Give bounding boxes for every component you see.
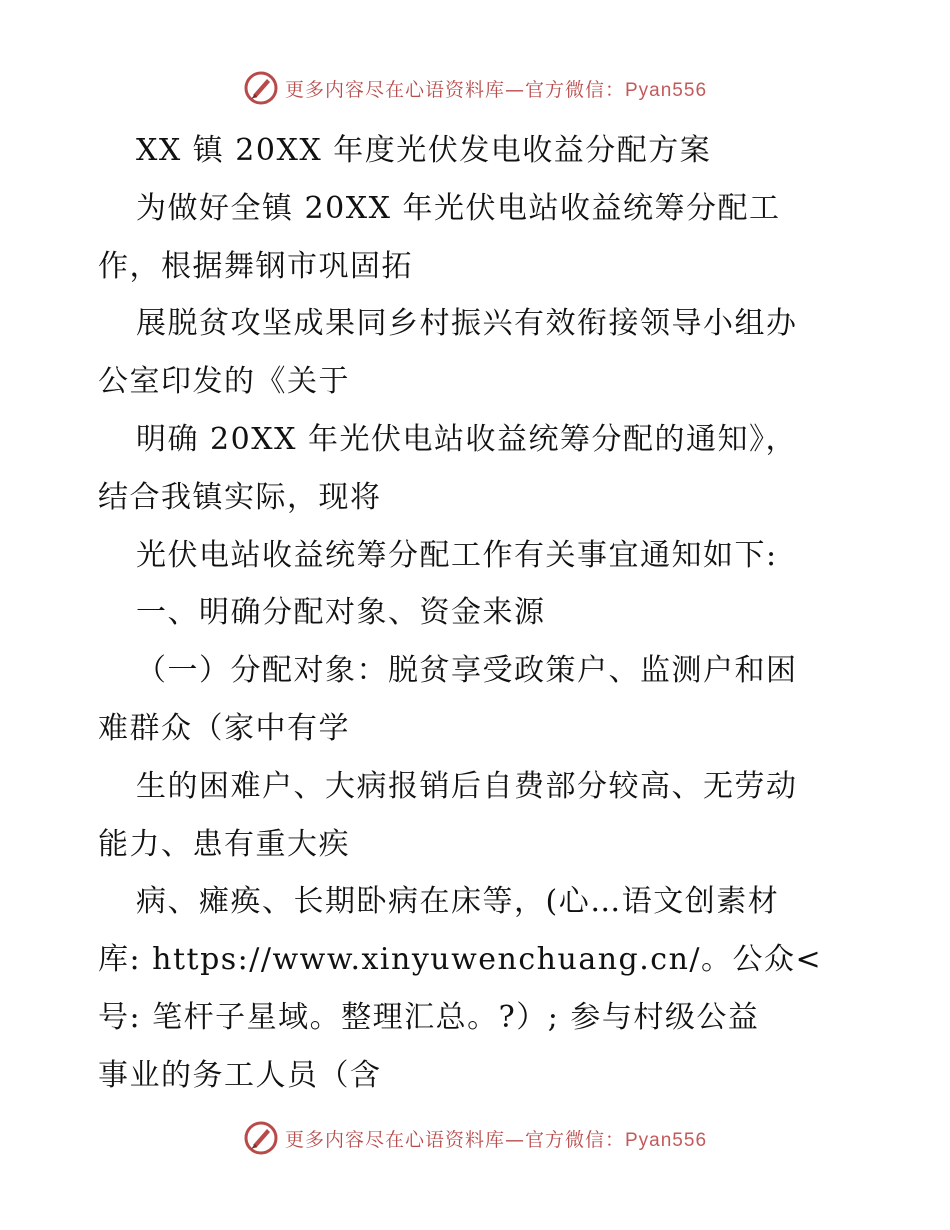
red-quill-logo-icon [243,70,279,106]
document-line: 展脱贫攻坚成果同乡村振兴有效衔接领导小组办 [136,306,798,342]
watermark-text: 更多内容尽在心语资料库—官方微信：Pyan556 [284,1128,708,1151]
document-line: 公室印发的《关于 [98,364,350,400]
document-line: 光伏电站收益统筹分配工作有关事宜通知如下: [136,537,778,573]
document-line: 明确 20XX 年光伏电站收益统筹分配的通知》， [136,421,797,457]
document-line: 结合我镇实际，现将 [98,479,382,515]
document-line: XX 镇 20XX 年度光伏发电收益分配方案 [136,133,712,168]
watermark-handle: Pyan556 [625,1129,708,1151]
document-line: 生的困难户、大病报销后自费部分较高、无劳动 [136,768,798,804]
document-body [98,122,858,1105]
document-line: 事业的务工人员（含 [98,1057,382,1093]
document-line: 号: 笔杆子星域。整理汇总。?）; 参与村级公益 [98,999,760,1035]
watermark-handle: Pyan556 [625,79,708,101]
document-line: 为做好全镇 20XX 年光伏电站收益统筹分配工 [136,190,781,226]
document-line: （一）分配对象：脱贫享受政策户、监测户和困 [136,653,798,689]
document-line: 病、瘫痪、长期卧病在床等，(心…语文创素材 [136,884,780,920]
header-watermark-banner [0,70,950,106]
document-line: 能力、患有重大疾 [98,826,350,862]
document-line: 难群众（家中有学 [98,710,350,746]
document-line: 一、明确分配对象、资金来源 [136,595,546,631]
red-quill-logo-icon [243,1120,279,1156]
watermark-text: 更多内容尽在心语资料库—官方微信：Pyan556 [284,78,708,101]
document-line: 库: https://www.xinyuwenchuang.cn/。公众< [98,942,823,978]
document-line: 作，根据舞钢市巩固拓 [98,248,413,284]
footer-watermark-banner [0,1120,950,1156]
